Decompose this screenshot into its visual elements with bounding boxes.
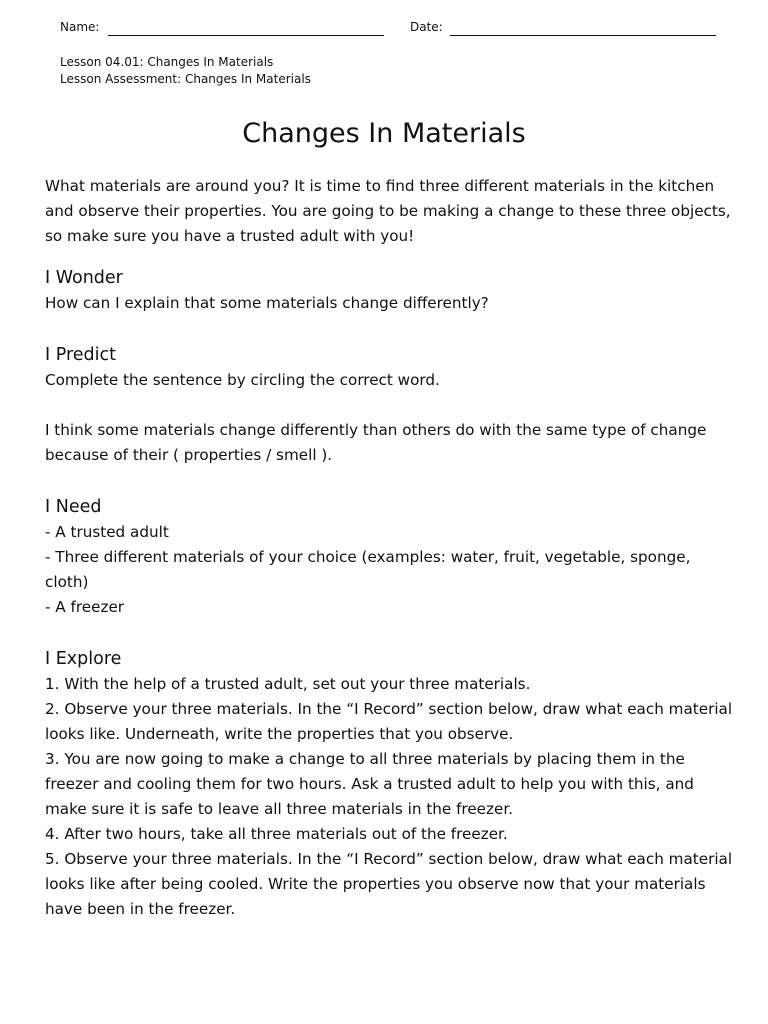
wonder-text: How can I explain that some materials change differently? (45, 294, 489, 312)
name-label: Name: (60, 20, 100, 34)
date-label: Date: (410, 20, 443, 34)
lesson-line-1: Lesson 04.01: Changes In Materials (60, 55, 274, 69)
page-title: Changes In Materials (242, 118, 526, 149)
need-heading: I Need (45, 497, 102, 517)
predict-heading: I Predict (45, 345, 116, 365)
need-item: - A trusted adult (45, 523, 169, 541)
explore-step: 2. Observe your three materials. In the “I Record” section below, draw what each material looks like. Underneath, write the properties that you observe. (45, 700, 733, 743)
wonder-heading: I Wonder (45, 268, 123, 288)
intro-paragraph: What materials are around you? It is time to find three different materials in the kitchen and observe their properties. You are going to be making a change to these three objects, so make sure you have a trusted adult with you! (45, 177, 731, 245)
header-fields (60, 18, 716, 38)
lesson-line-2: Lesson Assessment: Changes In Materials (60, 72, 311, 86)
worksheet-body (45, 174, 735, 922)
need-item: - A freezer (45, 598, 125, 616)
explore-step: 4. After two hours, take all three materials out of the freezer. (45, 825, 508, 843)
predict-sentence: I think some materials change differently than others do with the same type of change because of their ( properties / smell ). (45, 421, 707, 464)
explore-step: 3. You are now going to make a change to all three materials by placing them in the freezer and cooling them for two hours. Ask a trusted adult to help you with this, and make sure it is safe to leave all three materials in the freezer. (45, 750, 694, 818)
explore-heading: I Explore (45, 649, 122, 669)
predict-instruction: Complete the sentence by circling the correct word. (45, 371, 440, 389)
explore-step: 1. With the help of a trusted adult, set out your three materials. (45, 675, 531, 693)
explore-step: 5. Observe your three materials. In the “I Record” section below, draw what each material looks like after being cooled. Write the properties you observe now that your materials have been in the freezer. (45, 850, 733, 918)
lesson-info (60, 54, 311, 88)
name-field-line[interactable] (108, 35, 384, 36)
date-field-line[interactable] (450, 35, 716, 36)
need-item: - Three different materials of your choice (examples: water, fruit, vegetable, sponge, cloth) (45, 548, 691, 591)
